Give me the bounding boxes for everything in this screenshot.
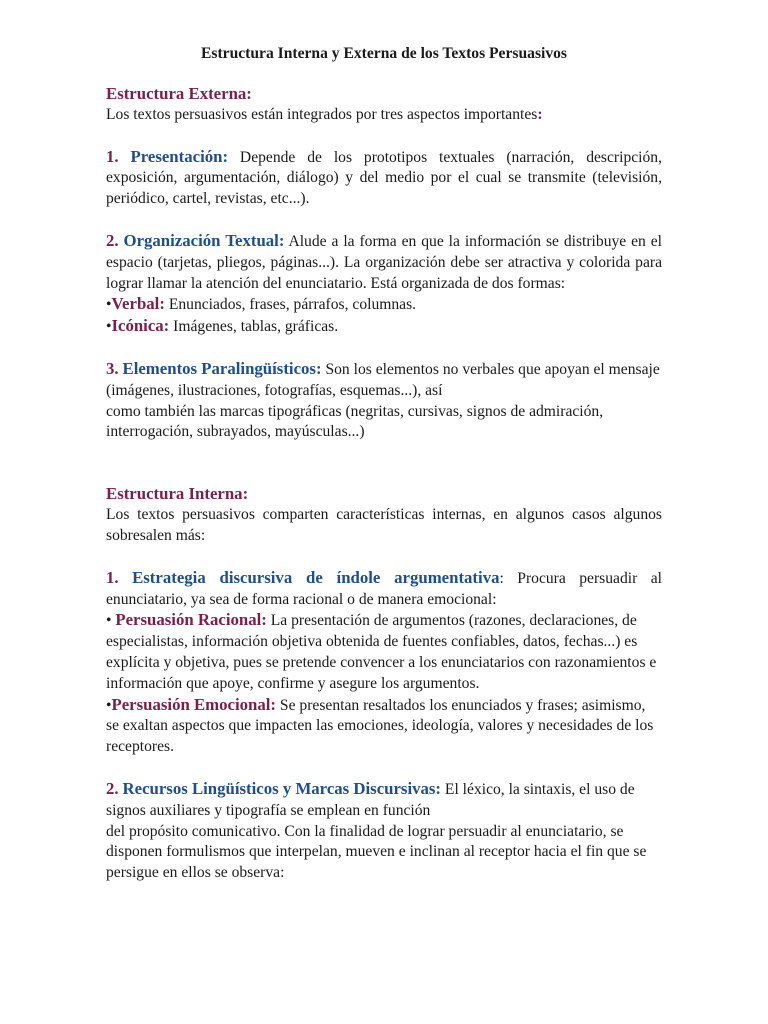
externa-item-2-text: Alude a la forma en que la información se distribuye en el espacio (tarjetas, pliegos, páginas...). La organización debe ser atractiva y colorida para lograr llamar la atención del enunciatario. Está organizada de dos formas: <box>106 232 662 292</box>
interna-intro: Los textos persuasivos comparten características internas, en algunos casos algunos sobresalen más: <box>106 506 662 544</box>
interna-item-2-label: Recursos Lingüísticos y Marcas Discursivas: <box>122 778 442 798</box>
iconica-text: Imágenes, tablas, gráficas. <box>169 318 339 336</box>
externa-item-3-text: Son los elementos no verbales que apoyan el mensaje (imágenes, ilustraciones, fotografías, esquemas...), así <box>106 360 660 399</box>
iconica-label: Icónica: <box>111 316 170 336</box>
externa-intro-text: Los textos persuasivos están integrados por tres aspectos importantes <box>106 105 538 123</box>
interna-sub-emocional <box>106 695 662 758</box>
externa-item-3-num: 3. <box>106 358 119 378</box>
interna-item-2-num: 2. <box>106 778 119 798</box>
externa-item-3-cont: como también las marcas tipográficas (negritas, cursivas, signos de admiración, interrogación, subrayados, mayúsculas...) <box>106 402 604 441</box>
externa-item-3 <box>106 359 662 402</box>
interna-heading: Estructura Interna: <box>106 484 249 504</box>
externa-intro <box>106 105 662 126</box>
interna-item-2-cont: del propósito comunicativo. Con la finalidad de lograr persuadir al enunciatario, se disponen formulismos que interpelan, mueven e inclinan al receptor hacia el fin que se persigue en ellos se observa: <box>106 822 647 882</box>
racional-text: La presentación de argumentos (razones, declaraciones, de especialistas, información objetiva obtenida de fuentes confiables, datos, fechas...) es explícita y objetiva, pues se pretende convencer a los enunciatarios con razonamientos e información que apoye, confirme y asegure los argumentos. <box>106 612 657 692</box>
externa-item-3-label: Elementos Paralingüísticos: <box>122 358 322 378</box>
interna-item-1-text: : Procura persuadir al enunciatario, ya sea de forma racional o de manera emocional: <box>106 569 663 608</box>
bullet-verbal: • <box>106 296 112 314</box>
document-title: Estructura Interna y Externa de los Textos Persuasivos <box>200 45 568 62</box>
verbal-label: Verbal: <box>111 294 165 314</box>
externa-heading: Estructura Externa: <box>106 83 252 103</box>
emocional-label: Persuasión Emocional: <box>111 694 277 714</box>
externa-item-1-num: 1. <box>106 146 119 166</box>
bullet-iconica: • <box>106 318 112 336</box>
externa-intro-colon: : <box>537 105 543 123</box>
externa-item-2-num: 2. <box>106 230 119 250</box>
verbal-text: Enunciados, frases, párrafos, columnas. <box>164 296 417 314</box>
interna-item-1-label: Estrategia discursiva de índole argumentativa <box>132 567 500 587</box>
externa-item-1-label: Presentación: <box>130 146 229 166</box>
interna-item-1 <box>106 568 662 611</box>
racional-label: Persuasión Racional: <box>115 610 267 630</box>
interna-item-2-text: El léxico, la sintaxis, el uso de signos auxiliares y tipografía se emplean en función <box>106 780 635 819</box>
externa-item-2-label: Organización Textual: <box>123 230 285 250</box>
interna-item-1-num: 1. <box>106 567 119 587</box>
externa-item-1 <box>106 147 662 210</box>
externa-item-2 <box>106 231 662 294</box>
externa-sub-iconica <box>106 316 662 338</box>
interna-item-2 <box>106 779 662 822</box>
externa-sub-verbal <box>106 294 662 316</box>
bullet-racional: • <box>106 612 116 630</box>
emocional-text: Se presentan resaltados los enunciados y frases; asimismo, se exaltan aspectos que impacten las emociones, ideología, valores y necesidades de los receptores. <box>106 696 654 756</box>
externa-item-1-text: Depende de los prototipos textuales (narración, descripción, exposición, argumentación, diálogo) y del medio por el cual se transmite (televisión, periódico, cartel, revistas, etc...). <box>106 148 662 208</box>
bullet-emocional: • <box>106 696 112 714</box>
interna-sub-racional <box>106 610 662 694</box>
